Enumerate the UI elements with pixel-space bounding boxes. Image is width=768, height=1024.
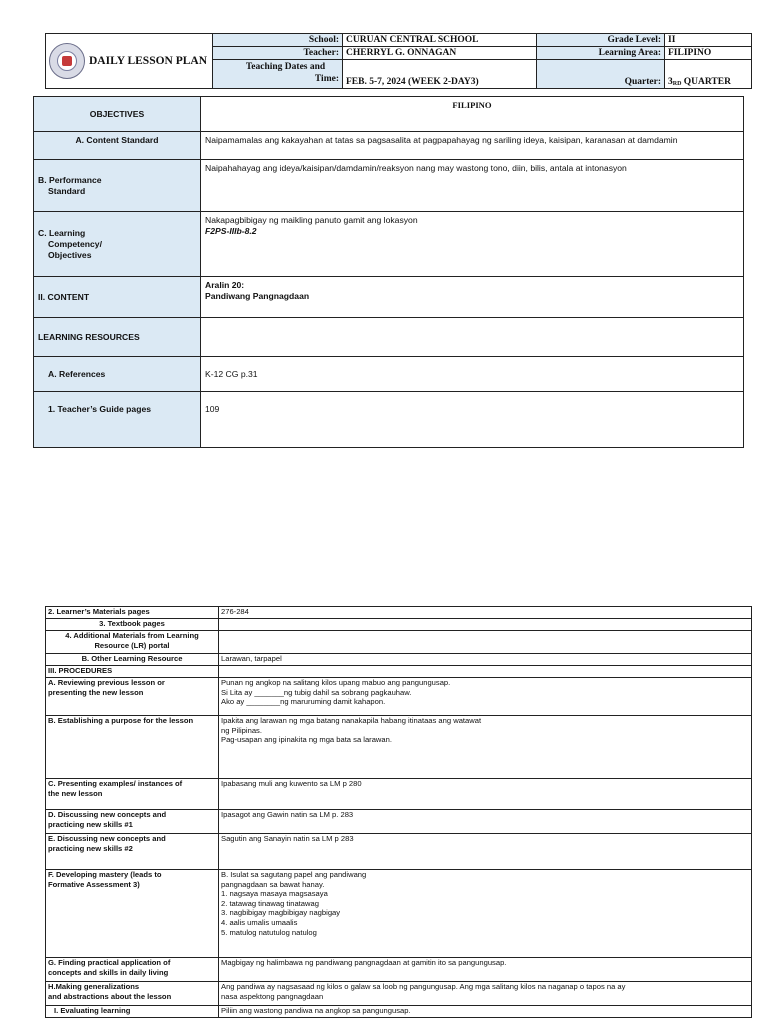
content-standard-value: Naipamamalas ang kakayahan at tatas sa pagsasalita at pagpapahayag ng sariling ideya, kaisipan, karanasan at damdamin <box>201 132 744 160</box>
dates-value: FEB. 5-7, 2024 (WEEK 2-DAY3) <box>343 60 537 88</box>
learning-resources-value <box>201 318 744 357</box>
establishing-label: B. Establishing a purpose for the lesson <box>46 716 219 779</box>
learning-resources-label: LEARNING RESOURCES <box>34 318 201 357</box>
lm-pages-label: 2. Learner’s Materials pages <box>46 607 219 619</box>
content-value: Aralin 20: Pandiwang Pangnagdaan <box>201 277 744 318</box>
header-table <box>45 33 752 89</box>
presenting-label: C. Presenting examples/ instances of the new lesson <box>46 779 219 810</box>
discussing-1-label: D. Discussing new concepts and practicing new skills #1 <box>46 810 219 834</box>
dates-label: Teaching Dates and Time: <box>213 60 343 88</box>
objectives-table <box>33 96 744 448</box>
generalizations-value: Ang pandiwa ay nagsasaad ng kilos o galaw sa loob ng pangungusap. Ang mga salitang kilos na naganap o tapos na ay nasa aspektong pangnagdaan <box>219 982 752 1006</box>
grade-value: II <box>665 34 751 47</box>
developing-mastery-label: F. Developing mastery (leads to Formative Assessment 3) <box>46 870 219 958</box>
additional-materials-label: 4. Additional Materials from Learning Resource (LR) portal <box>46 631 219 654</box>
practical-application-value: Magbigay ng halimbawa ng pandiwang pangnagdaan at gamitin ito sa pangungusap. <box>219 958 752 982</box>
performance-standard-label: B. Performance Standard <box>34 160 201 212</box>
content-label: II. CONTENT <box>34 277 201 318</box>
developing-mastery-value: B. Isulat sa sagutang papel ang pandiwang pangnagdaan sa bawat hanay. 1. nagsaya masaya magsasaya 2. tatawag tinawag tinatawag 3. nagbibigay magbibigay nagbigay 4. aalis umalis umaalis 5. matulog natutulog natulog <box>219 870 752 958</box>
reviewing-label: A. Reviewing previous lesson or presenting the new lesson <box>46 678 219 716</box>
subject-title: FILIPINO <box>201 97 744 132</box>
document-title: DAILY LESSON PLAN <box>89 55 208 67</box>
additional-materials-value <box>219 631 752 654</box>
grade-label: Grade Level: <box>537 34 665 47</box>
deped-seal-icon <box>49 43 85 79</box>
teachers-guide-value: 109 <box>201 392 744 448</box>
teacher-label: Teacher: <box>213 47 343 60</box>
lm-pages-value: 276-284 <box>219 607 752 619</box>
reviewing-value: Punan ng angkop na salitang kilos upang mabuo ang pangungusap. Si Lita ay _______ng tubig dahil sa sobrang pagkauhaw. Ako ay ________ng maruruming damit kahapon. <box>219 678 752 716</box>
discussing-2-label: E. Discussing new concepts and practicing new skills #2 <box>46 834 219 870</box>
performance-standard-value: Naipahahayag ang ideya/kaisipan/damdamin/reaksyon nang may wastong tono, diin, bilis, antala at intonasyon <box>201 160 744 212</box>
establishing-value: Ipakita ang larawan ng mga batang nanakapila habang itinataas ang watawat ng Pilipinas. Pag-usapan ang ipinakita ng mga bata sa larawan. <box>219 716 752 779</box>
content-standard-label: A. Content Standard <box>34 132 201 160</box>
teacher-value: CHERRYL G. ONNAGAN <box>343 47 537 60</box>
logo-cell <box>46 34 213 88</box>
textbook-pages-label: 3. Textbook pages <box>46 619 219 631</box>
discussing-1-value: Ipasagot ang Gawin natin sa LM p. 283 <box>219 810 752 834</box>
objectives-heading: OBJECTIVES <box>34 97 201 132</box>
practical-application-label: G. Finding practical application of concepts and skills in daily living <box>46 958 219 982</box>
quarter-label: Quarter: <box>537 60 665 88</box>
references-value: K-12 CG p.31 <box>201 357 744 392</box>
other-resource-value: Larawan, tarpapel <box>219 654 752 666</box>
references-label: A. References <box>34 357 201 392</box>
procedures-heading: III. PROCEDURES <box>46 666 219 678</box>
generalizations-label: H.Making generalizations and abstractions about the lesson <box>46 982 219 1006</box>
header-grid <box>213 34 751 88</box>
other-resource-label: B. Other Learning Resource <box>46 654 219 666</box>
quarter-value: 3 $_{RD}$ QUARTER <box>668 77 731 87</box>
area-label: Learning Area: <box>537 47 665 60</box>
evaluating-label: I. Evaluating learning <box>46 1006 219 1018</box>
teachers-guide-label: 1. Teacher’s Guide pages <box>34 392 201 448</box>
discussing-2-value: Sagutin ang Sanayin natin sa LM p 283 <box>219 834 752 870</box>
school-value: CURUAN CENTRAL SCHOOL <box>343 34 537 47</box>
procedures-table <box>45 606 752 1018</box>
textbook-pages-value <box>219 619 752 631</box>
competency-value: Nakapagbibigay ng maikling panuto gamit ang lokasyon F2PS-IIIb-8.2 <box>201 212 744 277</box>
presenting-value: Ipabasang muli ang kuwento sa LM p 280 <box>219 779 752 810</box>
procedures-heading-value <box>219 666 752 678</box>
competency-label: C. Learning Competency/ Objectives <box>34 212 201 277</box>
area-value: FILIPINO <box>665 47 751 60</box>
school-label: School: <box>213 34 343 47</box>
competency-code: F2PS-IIIb-8.2 <box>205 226 257 236</box>
evaluating-value: Piliin ang wastong pandiwa na angkop sa pangungusap. <box>219 1006 752 1018</box>
